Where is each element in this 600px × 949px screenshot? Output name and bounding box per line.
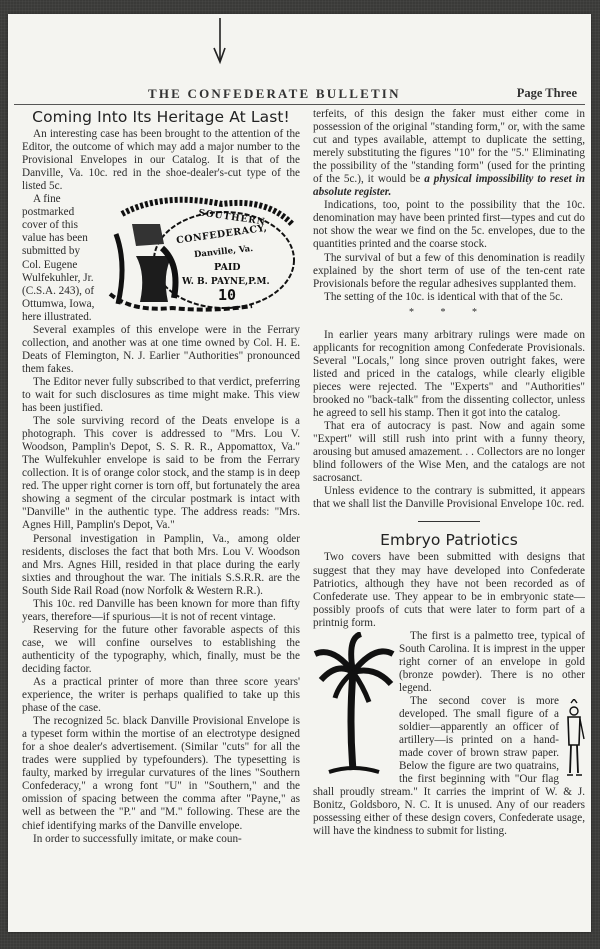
article-divider [418, 521, 480, 522]
paragraph: The setting of the 10c. is identical with that of the 5c. [324, 290, 563, 303]
paragraph: Reserving for the future other favorable aspects of this case, we will confine ourselves to establishing the authenticity of the typography, which, finally, must be the deciding factor. [22, 623, 300, 675]
hand-drawn-arrow-icon [210, 16, 230, 66]
paragraph: The sole surviving record of the Deats envelope is a photograph. This cover is addressed to "Mrs. Lou V. Woodson, Pamplin's Depot, S. S. R. R., Appomattox, Va." The Wulfekuhler envelope is said to be from the Ferrary collection. It is of orange color stock, and the stamp is in deep red. The upper right corner is torn off, but fortunately the area showing a segment of the circular postmark is intact with "Danville" in the authentic type. The address reads: "Mrs. Agnes Hill, Pamplin's Depot, Va." [22, 415, 300, 532]
paragraph: The Editor never fully subscribed to that verdict, preferring to wait for such disclosures as time might make. This view has been justified. [22, 375, 300, 415]
palmetto-tree-icon [313, 632, 395, 780]
article-title-embryo: Embryo Patriotics [380, 531, 518, 550]
left-column [22, 108, 300, 846]
stamp-line-confederacy: CONFEDERACY, [175, 222, 269, 247]
paragraph: The first is a palmetto tree, typical of South Carolina. It is imprest in the upper right corner of an envelope in gold (bronze powder). There is no other legend. [399, 629, 585, 694]
paragraph: Several examples of this envelope were in the Ferrary collection, and another was at one time owned by Col. H. E. Deats of Flemington, N. J. Earlier "Authorities" pronounced them fakes. [22, 323, 300, 375]
paragraph: In earlier years many arbitrary rulings were made on applicants for recognition among Confederate Provisionals. Several "Locals," long since proven outright fakes, were listed and priced in the catalogs, while clearly eligible pieces were rejected. The "Experts" and "Authorities" brooked no "back-talk" from the dissenting collector, unless he agreed to sell his stamp. Then it got into the catalog. [313, 328, 585, 420]
page-number: Page Three [516, 86, 577, 100]
section-separator: * * * [409, 306, 489, 318]
paragraph: Personal investigation in Pamplin, Va., among older residents, discloses the fact that both Mrs. Lou V. Woodson and Mrs. Agnes Hill, resided in that place during the early sixties and throughout the war. The initials S.S.R.R. are the South Side Rail Road (now Norfolk & Western R.R.). [22, 532, 300, 597]
paragraph: That era of autocracy is past. Now and again some "Expert" will still rush into print with a funny theory, arousing but amused amazement. . . Collectors are no longer blind followers of the Wise Men, and the catalogs are not sacrosanct. [313, 420, 585, 485]
publication-title: THE CONFEDERATE BULLETIN [148, 86, 401, 101]
header-rule [14, 104, 585, 105]
paragraph: A fine postmarked cover of this value has been submitted by Col. Eugene Wulfekuhler, Jr. (C.S.A. 243), of Ottumwa, Iowa, here illustrated. [22, 193, 95, 323]
paragraph: The second cover is more developed. The small figure of a soldier—apparently an officer of artillery—is printed on a hand-made cover of brown straw paper. Below the figure are two quatrains, the first beginning with "Our flag shall proudly stream." It carries the imprint of W. & J. Bonitz, Goldsboro, N. C. It is unused. Any of our readers possessing either of these design covers, Confederate usage, will have the kindness to submit for listing. [313, 694, 585, 838]
stamp-line-southern: SOUTHERN [197, 208, 267, 228]
stamp-value: 10 [218, 286, 237, 305]
paragraph: Unless evidence to the contrary is submitted, it appears that we shall list the Danville Provisional Envelope 10c. red. [313, 485, 585, 511]
paragraph: An interesting case has been brought to the attention of the Editor, the outcome of which may add a major number to the Provisional Envelopes in our Catalog. It is that of the Danville, Va. 10c. red in the shoe-dealer's-cut type of the listed 5c. [22, 128, 300, 193]
paragraph: Indications, too, point to the possibility that the 10c. denomination may have been printed first—types and cut do not show the wear we find on the 5c. envelopes, due to the quantities printed and the coarse stock. [313, 199, 585, 251]
continued-text: terfeits, of this design the faker must either come in possession of the original "standing form," or, with the same cut and types available, attempt to duplicate the setting, merely substituting the figures "10" for the "5." Eliminating the possibility of the "standing form" (used for the printing of the 5c.), it would be [313, 108, 585, 186]
paragraph: Two covers have been submitted with designs that suggest that they may have developed into Confederate Patriotics, although they have not been recorded as of Confederate use. They appear to be in embryonic state—possibly proofs of cuts that were later to form part of a printnig form. [313, 551, 585, 629]
paragraph-continued [313, 108, 585, 199]
emphasis-text: a physical impossibility to reset in absolute register. [313, 173, 585, 199]
paragraph: As a practical printer of more than three score years' experience, the writer is perhaps qualified to take up this phase of the case. [22, 676, 300, 715]
paragraph: The recognized 5c. black Danville Provisional Envelope is a typeset form within the mortise of an electrotype designed for a shoe dealer's advertisement. (Similar "cuts" for all the trades were supplied by typefounders). The typesetting is faulty, marked by irregular curvatures of the lines "Southern Confederacy," a wrong font "U" in "Southern," and the omission of spacing between the comma after "Payne," as well as between the "P." and "M." following. These are the chief identifying marks of the Danville envelope. [22, 715, 300, 832]
envelope-stamp-illustration [102, 194, 300, 314]
stamp-line-danville: Danville, Va. [193, 244, 254, 261]
paragraph: This 10c. red Danville has been known for more than fifty years, therefore—if spurious—it is not of recent vintage. [22, 597, 300, 623]
paragraph: The survival of but a few of this denomination is readily explained by the short term of use of the ten-cent rate Provisionals before the regular adhesives supplanted them. [313, 251, 585, 290]
article-title-heritage: Coming Into Its Heritage At Last! [32, 108, 290, 126]
stamp-line-paid: PAID [214, 262, 241, 274]
right-column [313, 108, 585, 838]
soldier-figure-icon [563, 699, 585, 779]
stamp-line-payne: W. B. PAYNE,P.M. [182, 277, 270, 288]
paragraph: In order to successfully imitate, or make coun- [33, 832, 242, 845]
newsletter-page [8, 14, 591, 932]
